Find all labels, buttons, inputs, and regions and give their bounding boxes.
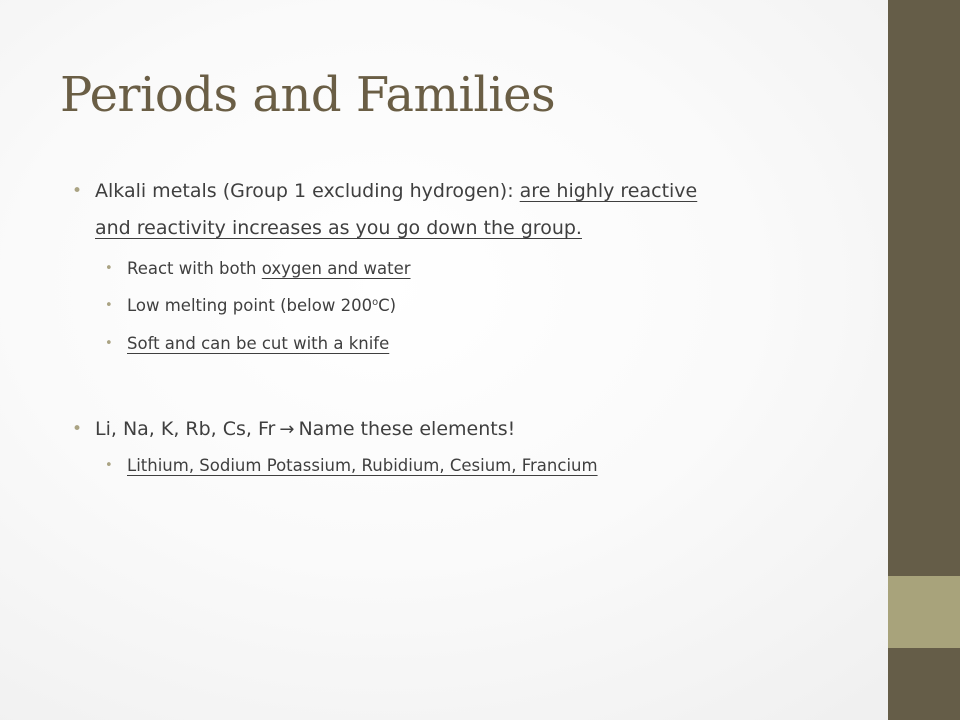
bullet-alkali-metals-continued [95,210,582,247]
underlined-text: oxygen and water [261,259,411,278]
bullet-dot-icon: • [105,261,113,276]
bullet-text: Alkali metals (Group 1 excluding hydrogen): [95,180,520,202]
bullet-text: Li, Na, K, Rb, Cs, Fr [95,418,276,440]
slide-title: Periods and Families [60,67,556,123]
sub-bullet-react [105,257,411,281]
bullet-dot-icon: • [105,298,113,313]
side-decoration-accent [888,576,960,648]
bullet-dot-icon: • [72,181,83,201]
bullet-dot-icon: • [105,458,113,473]
underlined-text: and reactivity increases as you go down the group. [95,217,582,239]
sub-bullet-melting-point [105,294,397,318]
underlined-text: Soft and can be cut with a knife [127,334,390,353]
sub-bullet-element-names [105,454,598,478]
underlined-text: Lithium, Sodium Potassium, Rubidium, Cesium, Francium [127,456,598,475]
sub-bullet-soft [105,332,390,356]
bullet-text: React with both [127,259,262,278]
bullet-element-symbols [72,411,516,448]
underlined-text: are highly reactive [519,180,698,202]
bullet-text-suffix: C) [378,296,397,315]
bullet-dot-icon: • [72,419,83,439]
arrow-right-icon: → [279,419,295,440]
bullet-text: Low melting point (below 200 [127,296,373,315]
bullet-alkali-metals [72,173,698,210]
bullet-text-suffix: Name these elements! [298,418,516,440]
degree-superscript: o [372,297,379,308]
bullet-dot-icon: • [105,336,113,351]
